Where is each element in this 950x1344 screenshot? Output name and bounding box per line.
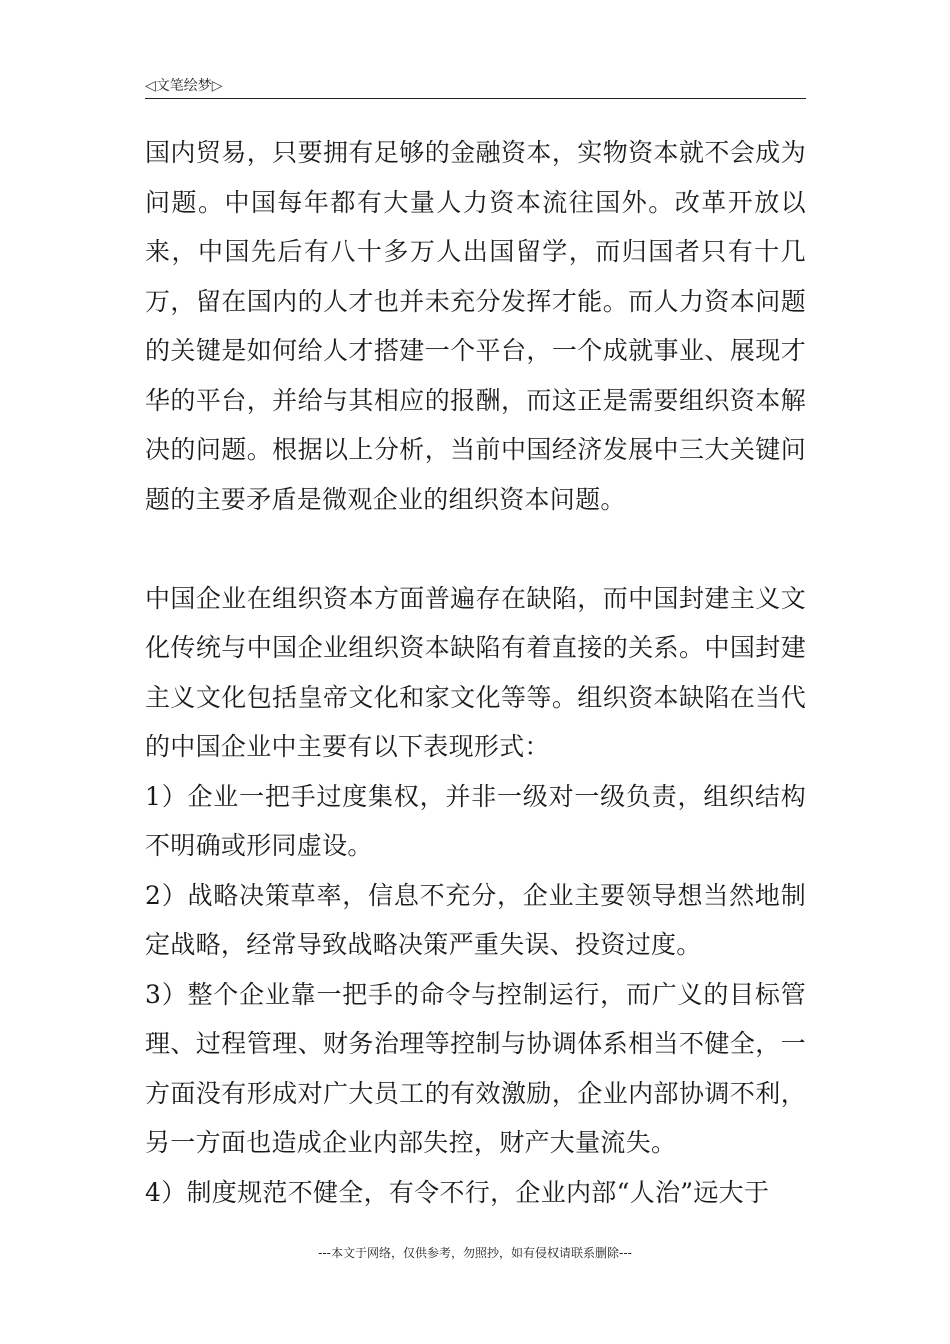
document-body [145,128,806,1217]
list-item-2: 2）战略决策草率，信息不充分，企业主要领导想当然地制定战略，经常导致战略决策严重失误、投资过度。 [145,880,806,959]
paragraph-1: 国内贸易，只要拥有足够的金融资本，实物资本就不会成为问题。中国每年都有大量人力资本流往国外。改革开放以来，中国先后有八十多万人出国留学，而归国者只有十几万，留在国内的人才也并未充分发挥才能。而人力资本问题的关键是如何给人才搭建一个平台，一个成就事业、展现才华的平台，并给与其相应的报酬，而这正是需要组织资本解决的问题。根据以上分析，当前中国经济发展中三大关键问题的主要矛盾是微观企业的组织资本问题。 [145,138,806,514]
paragraph-gap [145,524,806,574]
left-triangle-icon: ◁ [145,78,156,94]
list-item-1: 1）企业一把手过度集权，并非一级对一级负责，组织结构不明确或形同虚设。 [145,781,806,860]
page-footer: ---本文于网络，仅供参考，勿照抄，如有侵权请联系删除--- [318,1246,632,1260]
page-header [145,74,806,99]
list-item-4: 4）制度规范不健全，有令不行，企业内部“人治”远大于 [145,1177,770,1207]
right-triangle-icon: ▷ [211,78,223,94]
list-item-3: 3）整个企业靠一把手的命令与控制运行，而广义的目标管理、过程管理、财务治理等控制与协调体系相当不健全，一方面没有形成对广大员工的有效激励，企业内部协调不利，另一方面也造成企业内部失控，财产大量流失。 [145,979,806,1157]
paragraph-2: 中国企业在组织资本方面普遍存在缺陷，而中国封建主义文化传统与中国企业组织资本缺陷有着直接的关系。中国封建主义文化包括皇帝文化和家文化等等。组织资本缺陷在当代的中国企业中主要有以下表现形式： [145,583,806,761]
header-title: 文笔绘梦 [155,78,212,94]
